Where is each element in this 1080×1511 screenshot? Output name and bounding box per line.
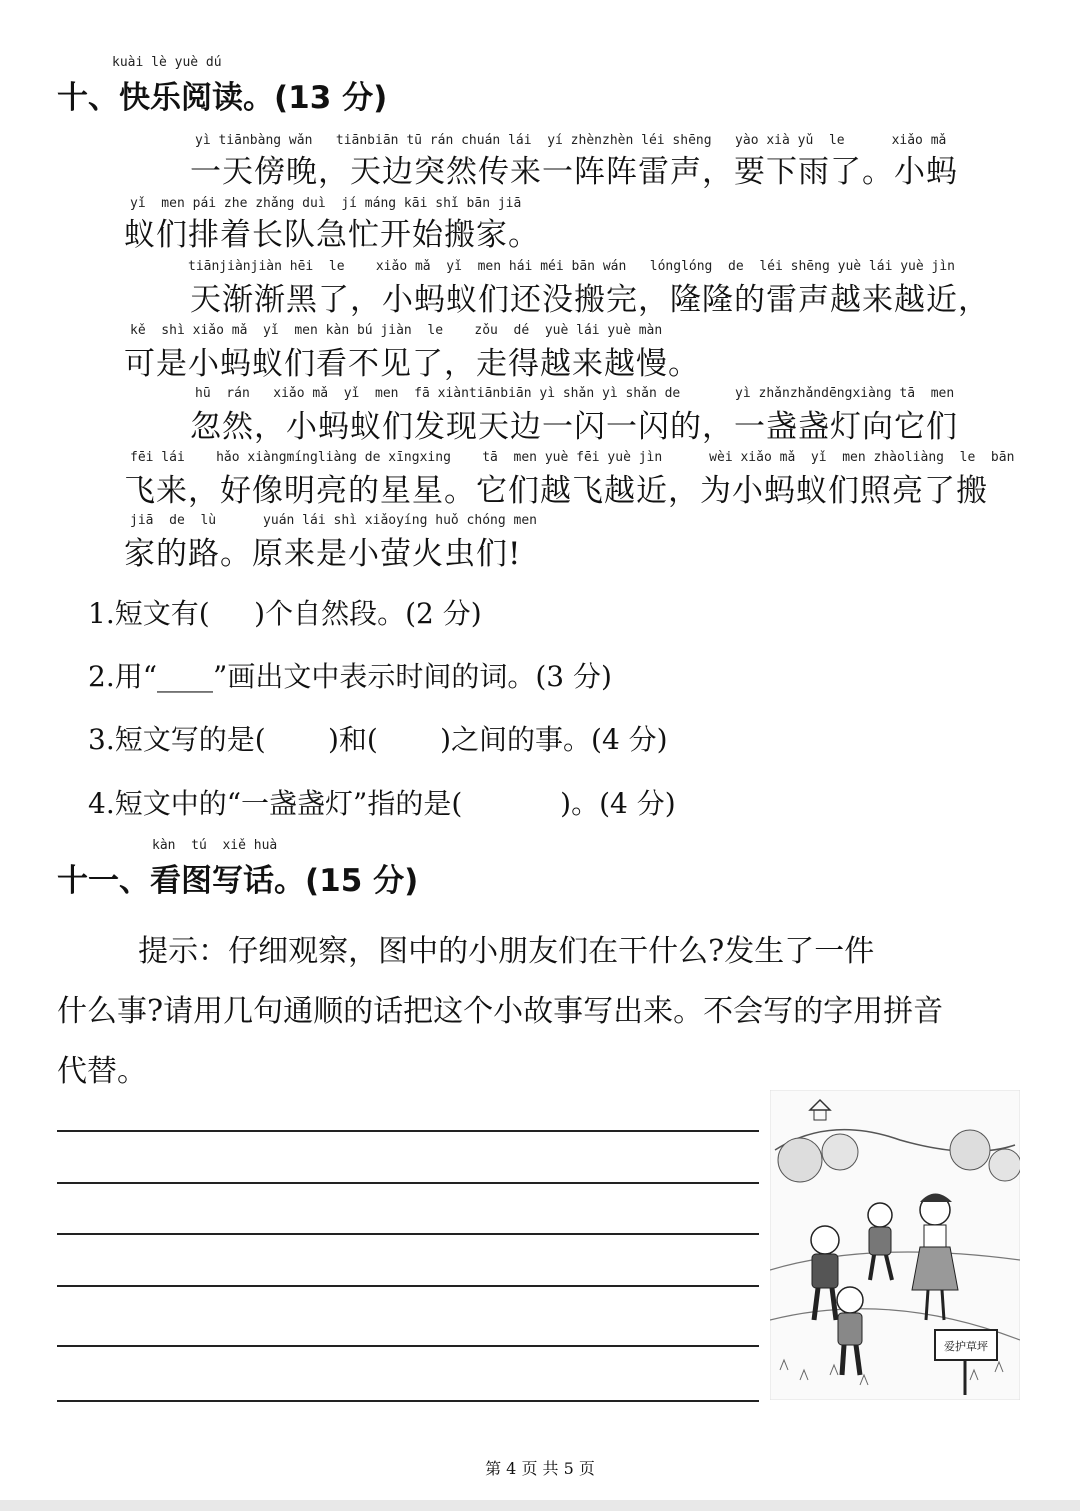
passage-line-2: 蚁们排着长队急忙开始搬家。 xyxy=(124,217,540,253)
passage-line-6: 飞来，好像明亮的星星。它们越飞越近，为小蚂蚁们照亮了搬 xyxy=(124,473,988,509)
passage-pinyin-1: yì tiānbàng wǎn tiānbiān tū rán chuán lái yí zhènzhèn léi shēng yào xià yǔ le xiǎo mǎ xyxy=(195,133,947,148)
section11-title-pinyin: kàn tú xiě huà xyxy=(152,838,278,853)
passage-pinyin-3: tiānjiànjiàn hēi le xiǎo mǎ yǐ men hái méi bān wán lónglóng de léi shēng yuè lái yuè jìn xyxy=(188,259,956,274)
passage-pinyin-4: kě shì xiǎo mǎ yǐ men kàn bú jiàn le zǒu dé yuè lái yuè màn xyxy=(130,323,663,338)
question-2: 2.用“____”画出文中表示时间的词。(3 分) xyxy=(88,660,612,693)
writing-line-2[interactable] xyxy=(57,1182,759,1184)
prompt-line-3: 代替。 xyxy=(57,1054,147,1089)
question-1: 1.短文有( )个自然段。(2 分) xyxy=(88,597,482,630)
section10-title-pinyin: kuài lè yuè dú xyxy=(112,55,222,70)
lawn-sign-text: 爱护草坪 xyxy=(944,1340,988,1353)
page-footer: 第 4 页 共 5 页 xyxy=(485,1459,595,1478)
passage-pinyin-5: hū rán xiǎo mǎ yǐ men fā xiàntiānbiān yì shǎn yì shǎn de yì zhǎnzhǎndēngxiàng tā men xyxy=(195,386,955,401)
writing-line-3[interactable] xyxy=(57,1233,759,1235)
writing-line-5[interactable] xyxy=(57,1345,759,1347)
prompt-line-1: 提示：仔细观察，图中的小朋友们在干什么?发生了一件 xyxy=(100,934,875,969)
section10-title: 十、快乐阅读。(13 分) xyxy=(57,80,388,116)
question-3: 3.短文写的是( )和( )之间的事。(4 分) xyxy=(88,723,668,756)
writing-line-6[interactable] xyxy=(57,1400,759,1402)
passage-line-5: 忽然，小蚂蚁们发现天边一闪一闪的，一盏盏灯向它们 xyxy=(190,409,958,445)
section11-title: 十一、看图写话。(15 分) xyxy=(57,863,419,899)
passage-line-7: 家的路。原来是小萤火虫们! xyxy=(124,536,522,572)
writing-line-4[interactable] xyxy=(57,1285,759,1287)
passage-pinyin-7: jiā de lù yuán lái shì xiǎoyíng huǒ chóng men xyxy=(130,513,537,528)
question-4: 4.短文中的“一盏盏灯”指的是( )。(4 分) xyxy=(88,787,676,820)
illustration-svg xyxy=(770,1090,1020,1400)
passage-pinyin-2: yǐ men pái zhe zhǎng duì jí máng kāi shǐ bān jiā xyxy=(130,196,522,211)
passage-pinyin-6: fēi lái hǎo xiàngmíngliàng de xīngxing tā men yuè fēi yuè jìn wèi xiǎo mǎ yǐ men zhàoliàng le bān xyxy=(130,450,1015,465)
writing-line-1[interactable] xyxy=(57,1130,759,1132)
bottom-bar xyxy=(0,1500,1080,1511)
prompt-line-2: 什么事?请用几句通顺的话把这个小故事写出来。不会写的字用拼音 xyxy=(57,994,944,1029)
passage-line-3: 天渐渐黑了，小蚂蚁们还没搬完，隆隆的雷声越来越近， xyxy=(190,282,990,318)
illustration-children-lawn xyxy=(770,1090,1020,1400)
passage-line-1: 一天傍晚，天边突然传来一阵阵雷声，要下雨了。小蚂 xyxy=(190,154,958,190)
passage-line-4: 可是小蚂蚁们看不见了，走得越来越慢。 xyxy=(124,346,700,382)
